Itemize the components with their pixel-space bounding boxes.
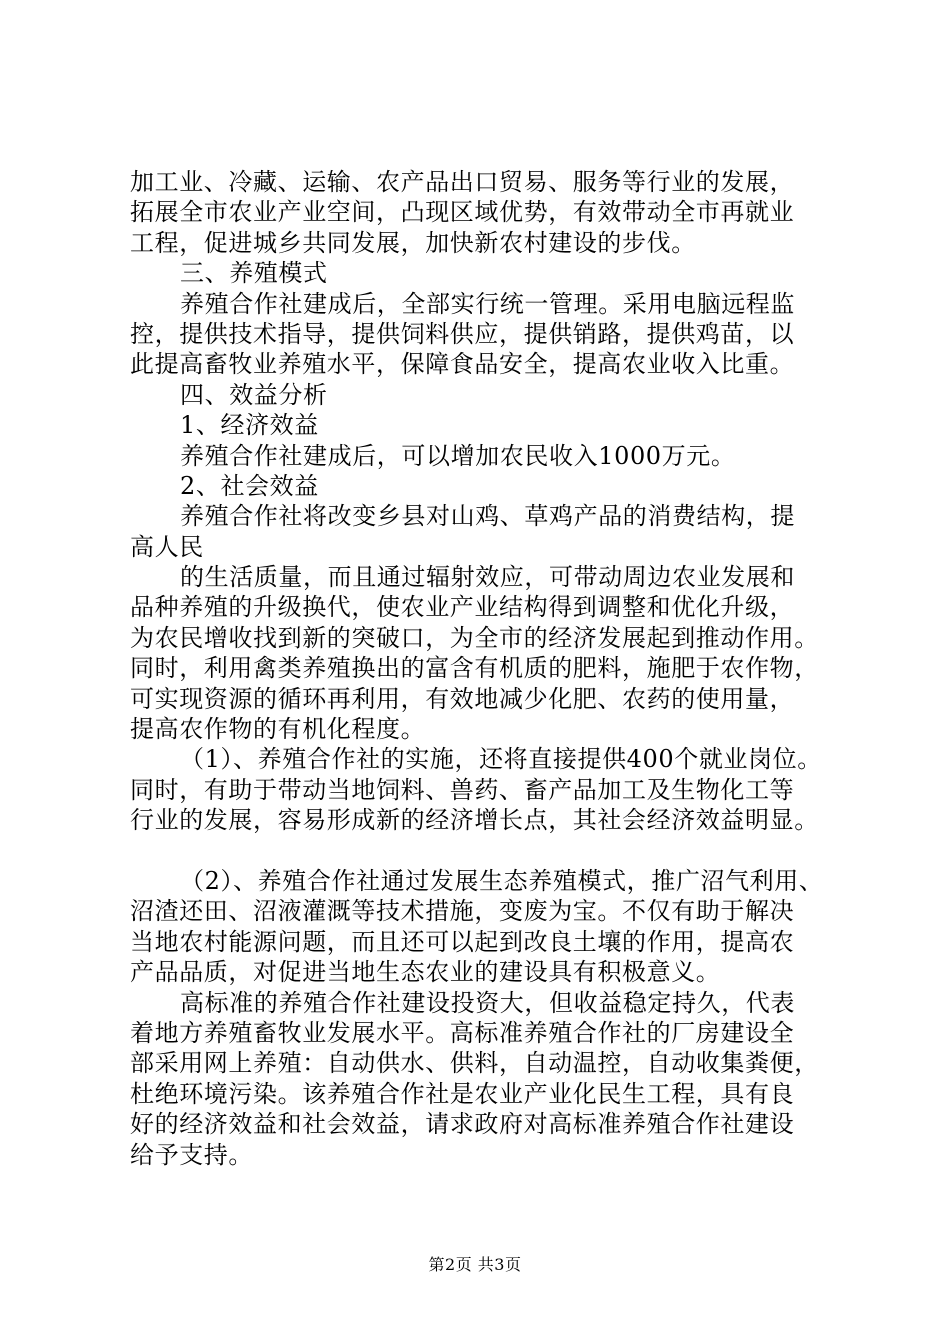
section-heading: 三、养殖模式: [180, 259, 328, 288]
text-line: 部采用网上养殖：自动供水、供料，自动温控，自动收集粪便，: [130, 1049, 819, 1078]
text-line: （2）、养殖合作社通过发展生态养殖模式，推广沼气利用、: [180, 866, 824, 895]
text-line: 品种养殖的升级换代，使农业产业结构得到调整和优化升级，: [130, 593, 795, 622]
text-line: 此提高畜牧业养殖水平，保障食品安全，提高农业收入比重。: [130, 350, 795, 379]
text-line: 工程，促进城乡共同发展，加快新农村建设的步伐。: [130, 228, 696, 257]
text-line: 产品品质，对促进当地生态农业的建设具有积极意义。: [130, 958, 721, 987]
text-line: 养殖合作社建成后，可以增加农民收入1000万元。: [180, 441, 736, 470]
section-heading: 四、效益分析: [180, 380, 328, 409]
text-line: 可实现资源的循环再利用，有效地减少化肥、农药的使用量，: [130, 684, 795, 713]
text-line: 高标准的养殖合作社建设投资大，但收益稳定持久，代表: [180, 988, 795, 1017]
text-line: 拓展全市农业产业空间，凸现区域优势，有效带动全市再就业: [130, 198, 795, 227]
text-line: 加工业、冷藏、运输、农产品出口贸易、服务等行业的发展，: [130, 168, 795, 196]
text-line: 同时，利用禽类养殖换出的富含有机质的肥料，施肥于农作物，: [130, 654, 819, 683]
text-line: 养殖合作社将改变乡县对山鸡、草鸡产品的消费结构，提: [180, 502, 795, 531]
text-line: 为农民增收找到新的突破口，为全市的经济发展起到推动作用。: [130, 623, 819, 652]
text-line: 养殖合作社建成后，全部实行统一管理。采用电脑远程监: [180, 289, 795, 318]
text-line: 给予支持。: [130, 1140, 253, 1169]
text-line: 沼渣还田、沼液灌溉等技术措施，变废为宝。不仅有助于解决: [130, 897, 795, 926]
text-line: 的生活质量，而且通过辐射效应，可带动周边农业发展和: [180, 563, 795, 592]
document-body: [130, 167, 836, 1170]
paragraph-gap: [130, 836, 836, 866]
text-line: 高人民: [130, 532, 204, 561]
text-line: 杜绝环境污染。该养殖合作社是农业产业化民生工程，具有良: [130, 1079, 795, 1108]
page-indicator: 第2页 共3页: [428, 1255, 522, 1274]
text-line: 着地方养殖畜牧业发展水平。高标准养殖合作社的厂房建设全: [130, 1018, 795, 1047]
text-line: 控，提供技术指导，提供饲料供应，提供销路，提供鸡苗，以: [130, 319, 795, 348]
text-line: 好的经济效益和社会效益，请求政府对高标准养殖合作社建设: [130, 1110, 795, 1139]
subsection-heading: 1、经济效益: [180, 411, 319, 440]
subsection-heading: 2、社会效益: [180, 471, 319, 500]
text-line: 提高农作物的有机化程度。: [130, 715, 426, 744]
text-line: 当地农村能源问题，而且还可以起到改良土壤的作用，提高农: [130, 927, 795, 956]
text-line: 同时，有助于带动当地饲料、兽药、畜产品加工及生物化工等: [130, 775, 795, 804]
text-line: （1）、养殖合作社的实施，还将直接提供400个就业岗位。: [180, 745, 822, 774]
text-line: 行业的发展，容易形成新的经济增长点，其社会经济效益明显。: [130, 806, 819, 835]
